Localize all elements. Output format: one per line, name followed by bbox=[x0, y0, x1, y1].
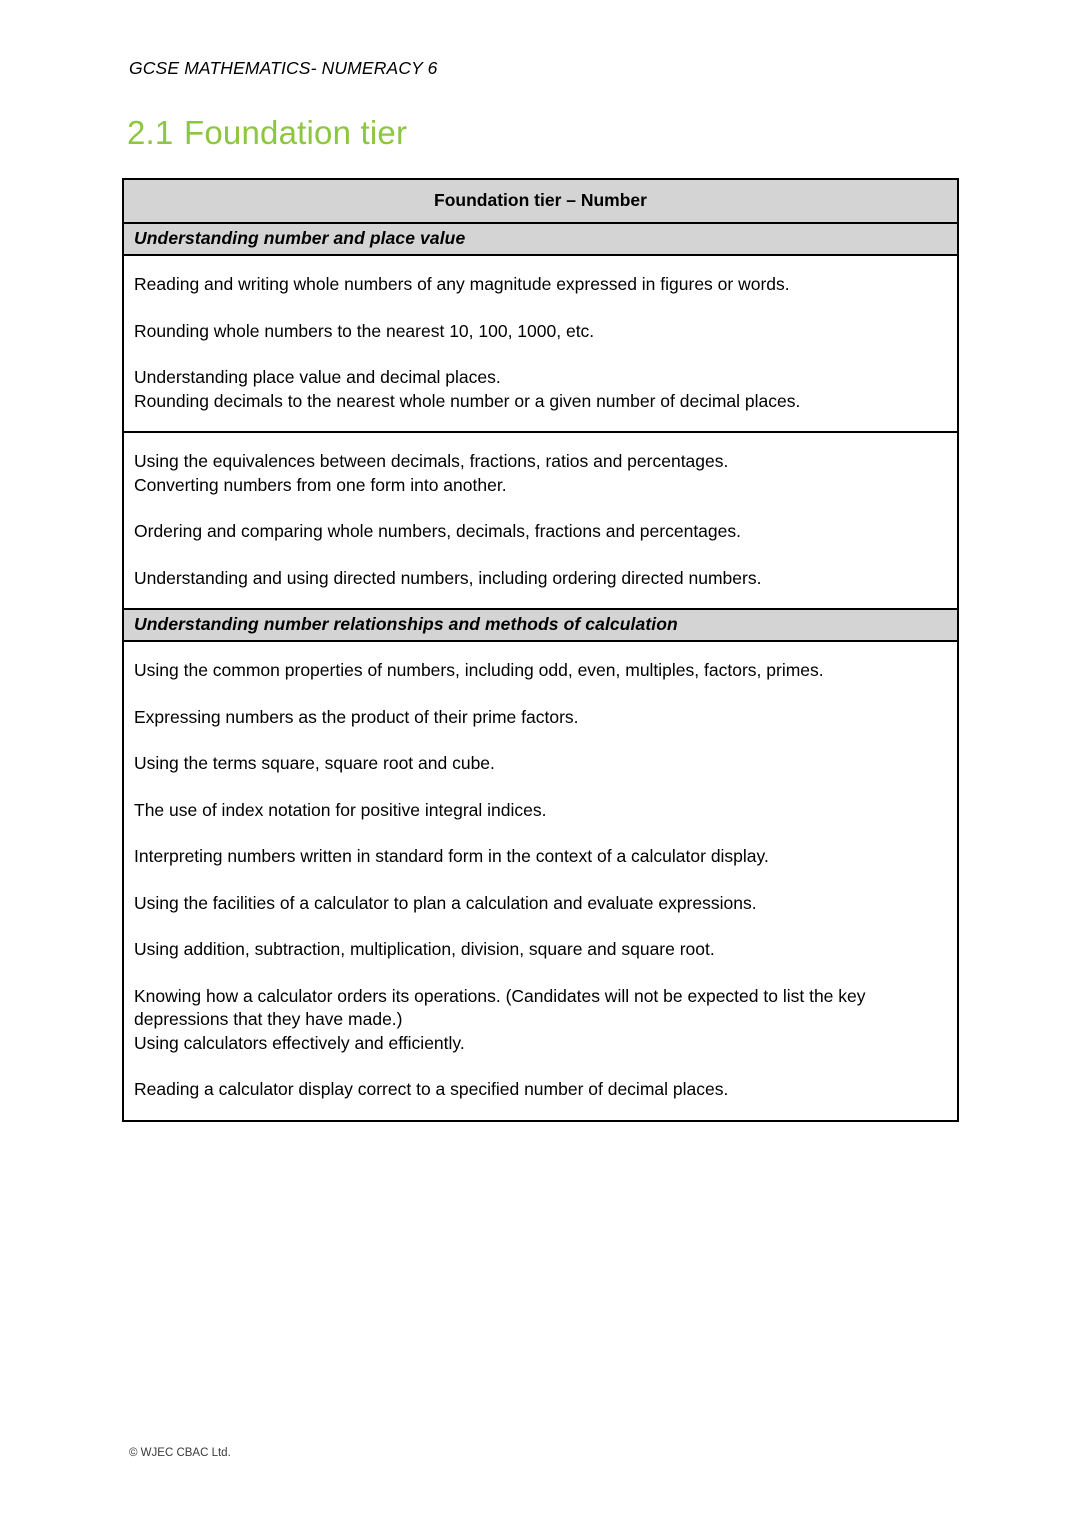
statement-line: Using calculators effectively and efficiently. bbox=[134, 1032, 465, 1053]
specification-statement bbox=[134, 752, 945, 776]
page-title bbox=[127, 114, 407, 152]
copyright-footer: © WJEC CBAC Ltd. bbox=[129, 1447, 231, 1459]
specification-statement bbox=[134, 366, 945, 413]
statement-line: Using addition, subtraction, multiplication, division, square and square root. bbox=[134, 939, 715, 959]
specification-statement bbox=[134, 273, 945, 297]
table-subheading: Understanding number relationships and methods of calculation bbox=[124, 610, 957, 642]
table-content-block bbox=[124, 642, 957, 1120]
table-title: Foundation tier – Number bbox=[124, 180, 957, 224]
statement-line: Reading and writing whole numbers of any magnitude expressed in figures or words. bbox=[134, 274, 790, 294]
statement-line: Converting numbers from one form into another. bbox=[134, 474, 507, 495]
specification-statement bbox=[134, 659, 945, 683]
statement-line: Using the facilities of a calculator to plan a calculation and evaluate expressions. bbox=[134, 892, 757, 913]
statement-line: Rounding whole numbers to the nearest 10, 100, 1000, etc. bbox=[134, 320, 595, 341]
statement-line: Using the terms square, square root and cube. bbox=[134, 753, 495, 773]
statement-line: Understanding and using directed numbers, including ordering directed numbers. bbox=[134, 567, 762, 588]
statement-line: Understanding place value and decimal places. bbox=[134, 367, 501, 387]
specification-statement bbox=[134, 985, 945, 1056]
specification-statement bbox=[134, 706, 945, 730]
specification-table bbox=[122, 178, 959, 1122]
table-content-block bbox=[124, 433, 957, 610]
specification-statement bbox=[134, 450, 945, 497]
running-header: GCSE MATHEMATICS- NUMERACY 6 bbox=[129, 58, 438, 78]
statement-line: Using the equivalences between decimals, fractions, ratios and percentages. bbox=[134, 451, 729, 471]
specification-statement bbox=[134, 938, 945, 962]
specification-statement bbox=[134, 799, 945, 823]
statement-line: The use of index notation for positive integral indices. bbox=[134, 799, 547, 820]
specification-statement bbox=[134, 892, 945, 916]
statement-line: Reading a calculator display correct to a specified number of decimal places. bbox=[134, 1079, 729, 1099]
statement-line: Using the common properties of numbers, including odd, even, multiples, factors, primes. bbox=[134, 660, 824, 680]
specification-statement bbox=[134, 320, 945, 344]
specification-statement bbox=[134, 845, 945, 869]
section-title: Foundation tier bbox=[184, 114, 408, 151]
statement-line: Interpreting numbers written in standard form in the context of a calculator display. bbox=[134, 846, 769, 866]
specification-statement bbox=[134, 1078, 945, 1102]
statement-line: Rounding decimals to the nearest whole number or a given number of decimal places. bbox=[134, 390, 801, 411]
specification-statement bbox=[134, 520, 945, 544]
statement-line: Knowing how a calculator orders its operations. (Candidates will not be expected to list the key depressions that they have made.) bbox=[134, 985, 866, 1029]
statement-line: Ordering and comparing whole numbers, decimals, fractions and percentages. bbox=[134, 521, 741, 541]
specification-statement bbox=[134, 567, 945, 591]
table-content-block bbox=[124, 256, 957, 433]
section-number: 2.1 bbox=[127, 114, 174, 151]
table-subheading: Understanding number and place value bbox=[124, 224, 957, 256]
statement-line: Expressing numbers as the product of their prime factors. bbox=[134, 706, 579, 727]
